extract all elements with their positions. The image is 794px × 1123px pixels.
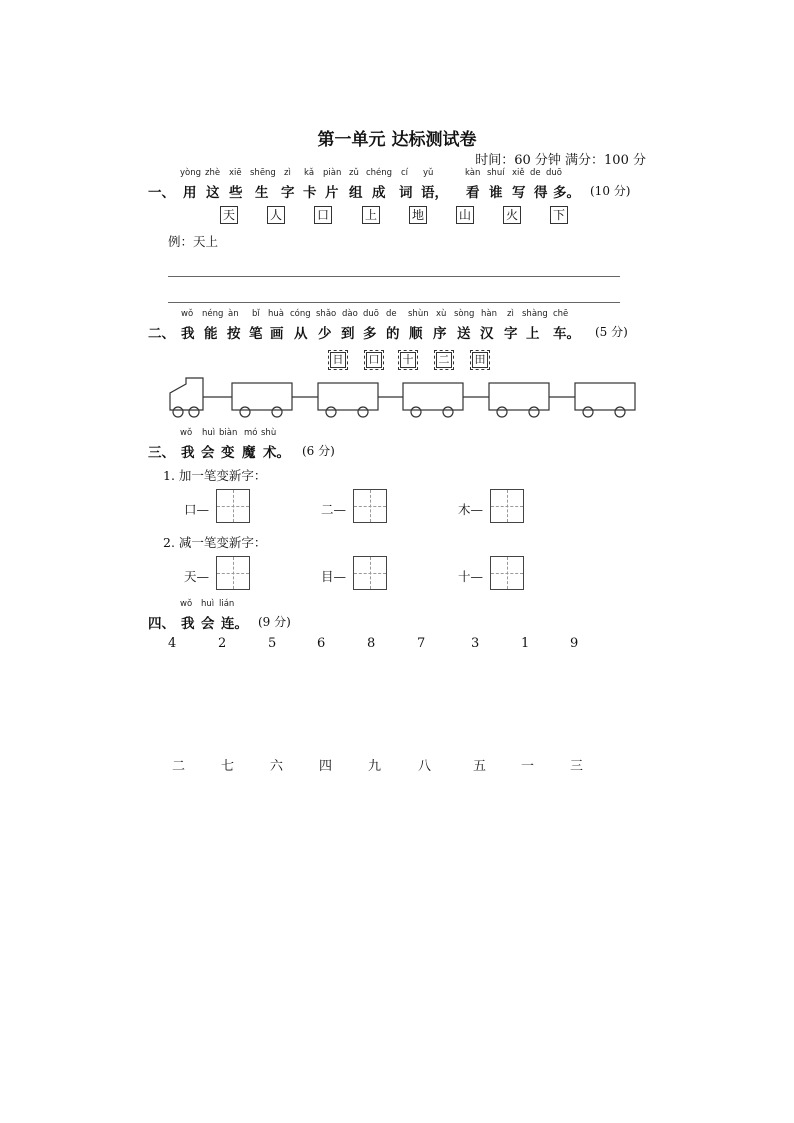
train-car xyxy=(575,383,635,410)
pinyin: biàn xyxy=(219,428,238,438)
hanzi: 这 xyxy=(206,185,220,201)
arabic-number[interactable]: 6 xyxy=(317,636,326,651)
writing-grid[interactable] xyxy=(216,556,250,590)
question-number: 四、 xyxy=(148,616,175,632)
chinese-number[interactable]: 五 xyxy=(473,759,487,774)
pinyin: xiē xyxy=(229,168,242,178)
pinyin: shuí xyxy=(487,168,505,178)
hanzi: 成 xyxy=(372,185,386,201)
hanzi: 些 xyxy=(229,185,243,201)
wavy-char-card: 口 xyxy=(364,350,384,370)
writing-grid[interactable] xyxy=(490,556,524,590)
char-card: 地 xyxy=(409,206,427,224)
chinese-number[interactable]: 二 xyxy=(172,759,186,774)
hanzi: 上 xyxy=(526,326,540,342)
char-card: 天 xyxy=(220,206,238,224)
hanzi: 车。 xyxy=(553,326,580,342)
hanzi: 的 xyxy=(386,326,400,342)
hanzi: 连。 xyxy=(221,616,248,632)
points: (10 分) xyxy=(590,184,631,198)
hanzi: 谁 xyxy=(489,185,503,201)
hanzi: 画 xyxy=(270,326,284,342)
arabic-number[interactable]: 2 xyxy=(218,636,227,651)
wavy-char-card: 十 xyxy=(398,350,418,370)
pinyin: shàng xyxy=(522,309,548,319)
pinyin: zì xyxy=(507,309,514,319)
hanzi: 少 xyxy=(318,326,332,342)
pinyin: shù xyxy=(261,428,277,438)
hanzi: 字 xyxy=(281,185,295,201)
hanzi: 字 xyxy=(504,326,518,342)
pinyin: piàn xyxy=(323,168,342,178)
pinyin: cí xyxy=(401,168,409,178)
train-car xyxy=(403,383,463,410)
hanzi: 魔 xyxy=(242,445,256,461)
hanzi: 生 xyxy=(255,185,269,201)
arabic-number[interactable]: 7 xyxy=(417,636,426,651)
pinyin: bǐ xyxy=(252,309,260,319)
hanzi: 我 xyxy=(181,445,195,461)
pinyin: de xyxy=(530,168,541,178)
hanzi: 会 xyxy=(201,616,215,632)
add-stroke-prompt: 二— xyxy=(321,502,347,517)
char-card: 人 xyxy=(267,206,285,224)
hanzi: 我 xyxy=(181,616,195,632)
chinese-number[interactable]: 七 xyxy=(221,759,235,774)
pinyin: kàn xyxy=(465,168,481,178)
remove-stroke-prompt: 天— xyxy=(184,569,210,584)
char-card: 山 xyxy=(456,206,474,224)
hanzi: 顺 xyxy=(409,326,423,342)
hanzi: 笔 xyxy=(249,326,263,342)
pinyin: hàn xyxy=(481,309,497,319)
pinyin: duō xyxy=(363,309,379,319)
arabic-number[interactable]: 3 xyxy=(471,636,480,651)
wheel xyxy=(240,407,250,417)
arabic-number[interactable]: 1 xyxy=(521,636,530,651)
hanzi: 组 xyxy=(349,185,363,201)
hanzi: 用 xyxy=(183,185,197,201)
wheel xyxy=(173,407,183,417)
char-card: 下 xyxy=(550,206,568,224)
points: (9 分) xyxy=(258,615,291,629)
chinese-number[interactable]: 八 xyxy=(418,759,432,774)
pinyin: de xyxy=(386,309,397,319)
pinyin: chē xyxy=(553,309,569,319)
chinese-number[interactable]: 三 xyxy=(570,759,584,774)
pinyin: wǒ xyxy=(180,428,193,438)
remove-stroke-prompt: 十— xyxy=(458,569,484,584)
exam-meta: 时间：60 分钟 满分：100 分 xyxy=(475,153,646,168)
hanzi: 写 xyxy=(512,185,526,201)
wheel xyxy=(326,407,336,417)
pinyin: yǔ xyxy=(423,168,434,178)
wavy-char-card: 二 xyxy=(434,350,454,370)
writing-grid[interactable] xyxy=(353,556,387,590)
hanzi: 语， xyxy=(421,185,448,201)
hanzi: 从 xyxy=(294,326,308,342)
writing-grid[interactable] xyxy=(353,489,387,523)
hanzi: 得 xyxy=(534,185,548,201)
hanzi: 片 xyxy=(325,185,339,201)
pinyin: xiě xyxy=(512,168,525,178)
pinyin: néng xyxy=(202,309,224,319)
chinese-number[interactable]: 六 xyxy=(270,759,284,774)
train-car xyxy=(489,383,549,410)
hanzi: 看 xyxy=(466,185,480,201)
page-title: 第一单元 达标测试卷 xyxy=(317,130,477,150)
pinyin: huà xyxy=(268,309,284,319)
hanzi: 词 xyxy=(399,185,413,201)
hanzi: 会 xyxy=(201,445,215,461)
writing-grid[interactable] xyxy=(490,489,524,523)
pinyin: huì xyxy=(201,599,215,609)
pinyin: zì xyxy=(284,168,291,178)
char-card: 口 xyxy=(314,206,332,224)
question-number: 二、 xyxy=(148,326,175,342)
char-card: 上 xyxy=(362,206,380,224)
pinyin: duō xyxy=(546,168,562,178)
arabic-number[interactable]: 8 xyxy=(367,636,376,651)
wavy-char-card: 田 xyxy=(470,350,490,370)
add-stroke-prompt: 口— xyxy=(184,502,210,517)
train-car xyxy=(318,383,378,410)
hanzi: 序 xyxy=(433,326,447,342)
hanzi: 能 xyxy=(204,326,218,342)
hanzi: 送 xyxy=(457,326,471,342)
wheel xyxy=(189,407,199,417)
hanzi: 我 xyxy=(181,326,195,342)
train-car xyxy=(232,383,292,410)
wheel xyxy=(358,407,368,417)
pinyin: dào xyxy=(342,309,358,319)
pinyin: yòng xyxy=(180,168,202,178)
pinyin: wǒ xyxy=(181,309,194,319)
pinyin: sòng xyxy=(454,309,475,319)
hanzi: 变 xyxy=(221,445,235,461)
arabic-number[interactable]: 9 xyxy=(570,636,579,651)
char-card: 火 xyxy=(503,206,521,224)
hanzi: 卡 xyxy=(303,185,317,201)
question-number: 三、 xyxy=(148,445,175,461)
wheel xyxy=(529,407,539,417)
pinyin: zǔ xyxy=(349,168,359,178)
pinyin: chéng xyxy=(366,168,393,178)
pinyin: zhè xyxy=(205,168,221,178)
pinyin: xù xyxy=(436,309,447,319)
wavy-char-card: 日 xyxy=(328,350,348,370)
wheel xyxy=(583,407,593,417)
wheel xyxy=(272,407,282,417)
arabic-number[interactable]: 5 xyxy=(268,636,277,651)
wheel xyxy=(411,407,421,417)
hanzi: 汉 xyxy=(480,326,494,342)
points: (6 分) xyxy=(302,444,335,458)
writing-grid[interactable] xyxy=(216,489,250,523)
wheel xyxy=(443,407,453,417)
pinyin: shùn xyxy=(408,309,429,319)
hanzi: 多 xyxy=(363,326,377,342)
train-drawing xyxy=(0,0,794,430)
wheel xyxy=(615,407,625,417)
pinyin: wǒ xyxy=(180,599,193,609)
pinyin: lián xyxy=(219,599,235,609)
points: (5 分) xyxy=(595,325,628,339)
chinese-number[interactable]: 九 xyxy=(368,759,382,774)
pinyin: mó xyxy=(244,428,258,438)
hanzi: 术。 xyxy=(263,445,290,461)
hanzi: 多。 xyxy=(553,185,580,201)
hanzi: 到 xyxy=(341,326,355,342)
pinyin: kǎ xyxy=(304,168,315,178)
pinyin: cóng xyxy=(290,309,311,319)
remove-stroke-prompt: 目— xyxy=(321,569,347,584)
wheel xyxy=(497,407,507,417)
example-text: 例：天上 xyxy=(168,234,219,249)
pinyin: shǎo xyxy=(316,309,337,319)
locomotive xyxy=(170,378,203,410)
add-stroke-prompt: 木— xyxy=(458,502,484,517)
pinyin: àn xyxy=(228,309,239,319)
sub-question-remove: 2. 减一笔变新字： xyxy=(163,535,267,550)
sub-question-add: 1. 加一笔变新字： xyxy=(163,468,267,483)
hanzi: 按 xyxy=(227,326,241,342)
arabic-number[interactable]: 4 xyxy=(168,636,177,651)
question-number: 一、 xyxy=(148,185,175,201)
pinyin: huì xyxy=(202,428,216,438)
chinese-number[interactable]: 一 xyxy=(521,759,535,774)
chinese-number[interactable]: 四 xyxy=(319,759,333,774)
pinyin: shēng xyxy=(250,168,276,178)
